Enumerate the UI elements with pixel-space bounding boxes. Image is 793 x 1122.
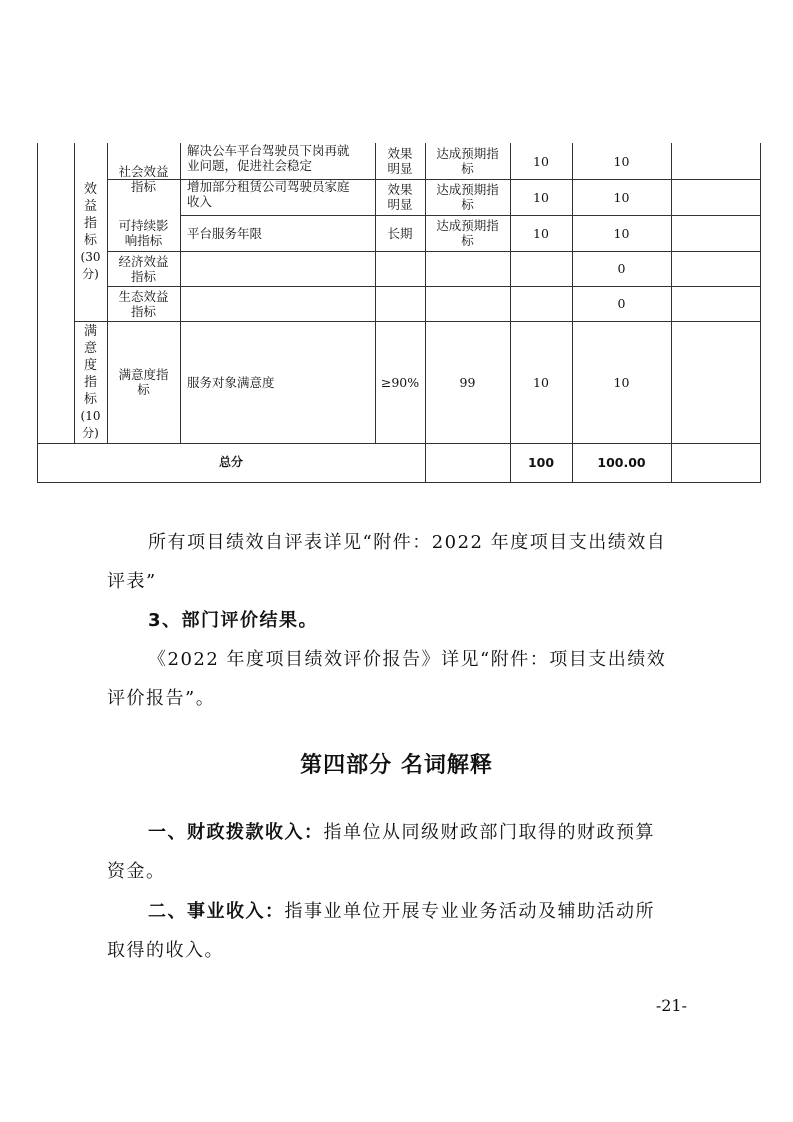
sub-indicator-social: 社会效益 指标 — [118, 164, 169, 194]
target-value: 长期 — [387, 225, 413, 241]
sub-indicator-satisfaction: 满意度指 标 — [118, 367, 169, 397]
score-value: 10 — [613, 225, 630, 241]
group-satisfaction-label: 满 意 度 指 标 (10 分) — [80, 323, 101, 440]
target-value: 效果 明显 — [387, 146, 413, 176]
weight-value: 10 — [533, 374, 549, 390]
sub-indicator-sustainable: 可持续影 响指标 — [118, 218, 169, 248]
performance-table — [37, 143, 761, 483]
score-value: 10 — [613, 189, 630, 205]
table-line — [671, 143, 672, 483]
score-value: 0 — [617, 296, 626, 311]
section-heading: 第四部分 名词解释 — [300, 752, 493, 778]
sub-indicator-ecological: 生态效益 指标 — [118, 288, 169, 319]
score-value: 10 — [613, 374, 630, 390]
target-value: 效果 明显 — [387, 182, 413, 212]
table-line — [37, 482, 761, 483]
total-weight: 100 — [527, 455, 555, 470]
group-benefit-label: 效 益 指 标 (30 分) — [80, 182, 101, 281]
total-score: 100.00 — [597, 455, 646, 470]
indicator-content: 服务对象满意度 — [187, 374, 275, 390]
weight-value: 10 — [533, 225, 549, 241]
indicator-content: 解决公车平台驾驶员下岗再就 业问题，促进社会稳定 — [187, 143, 350, 173]
score-value: 10 — [613, 153, 630, 169]
total-label: 总分 — [218, 455, 243, 469]
actual-value: 99 — [459, 374, 476, 390]
target-value: ≥90% — [380, 374, 420, 390]
weight-value: 10 — [533, 189, 549, 205]
indicator-content: 平台服务年限 — [187, 225, 263, 241]
score-value: 0 — [617, 261, 626, 276]
actual-value: 达成预期指 标 — [436, 218, 499, 248]
actual-value: 达成预期指 标 — [436, 182, 499, 212]
actual-value: 达成预期指 标 — [436, 146, 499, 176]
sub-indicator-economic: 经济效益 指标 — [118, 253, 169, 284]
page-number: -21- — [655, 996, 687, 1015]
indicator-content: 增加部分租赁公司驾驶员家庭 收入 — [187, 179, 350, 209]
weight-value: 10 — [533, 153, 549, 169]
table-line — [760, 143, 761, 483]
table-line — [37, 143, 38, 483]
